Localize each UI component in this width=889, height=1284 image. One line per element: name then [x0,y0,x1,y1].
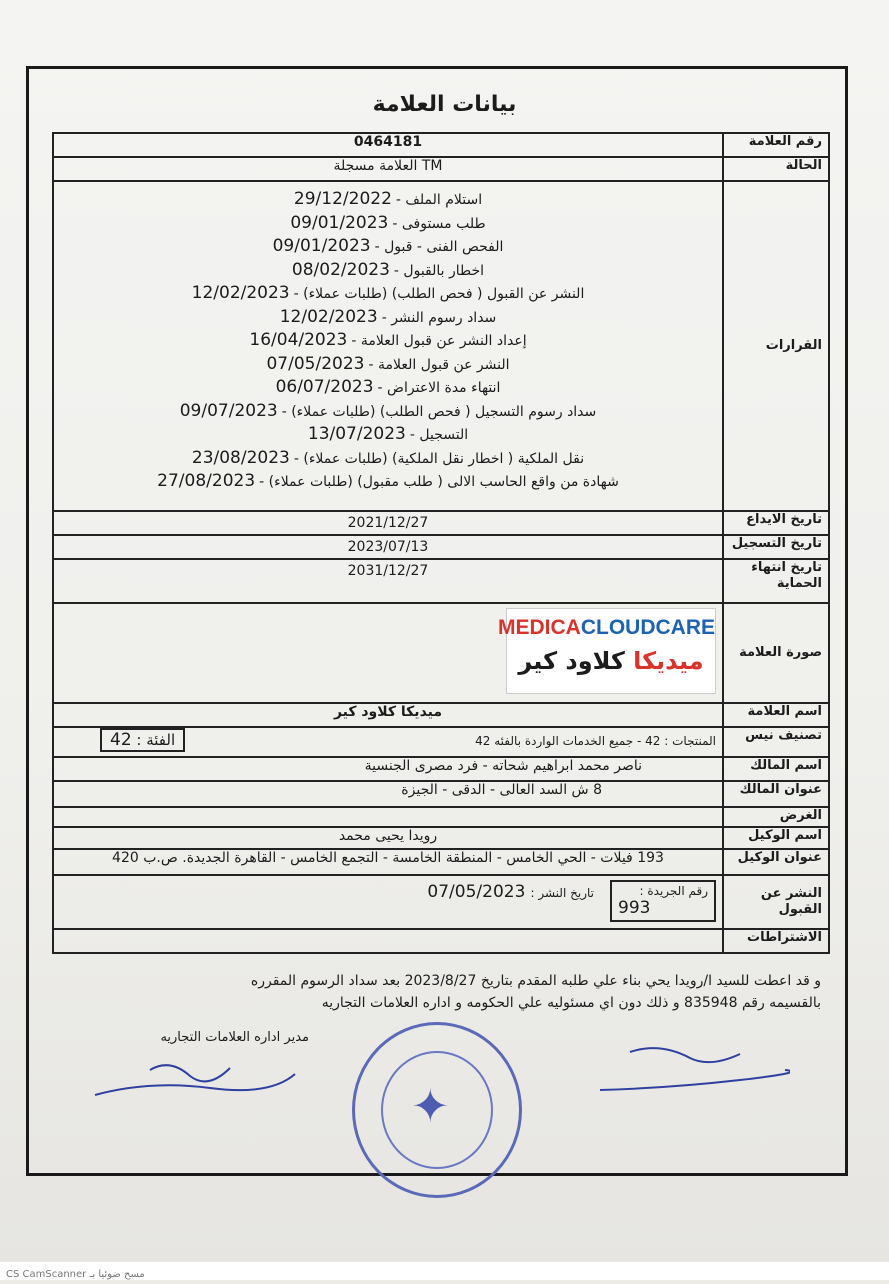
logo-english: MEDICACLOUDCARE [497,616,715,639]
nice-class-cell [53,727,723,757]
decision-date: 23/08/2023 [191,447,290,468]
decision-item [60,423,716,447]
logo-arabic: ميديكا كلاود كير [518,647,704,675]
mark-name-value: ميديكا كلاود كير [53,703,723,727]
decision-item [60,306,716,330]
decision-text: إعداد النشر عن قبول العلامة - [351,333,527,349]
owner-name-value: ناصر محمد ابراهيم شحاته - فرد مصرى الجنسية [53,757,723,781]
agent-name-label: اسم الوكيل [723,827,829,849]
decision-date: 27/08/2023 [157,471,256,491]
protection-end-value: 2031/12/27 [53,559,723,603]
eagle-emblem-icon: ✦ [411,1079,450,1133]
filing-date-label: تاريخ الايداع [723,511,829,535]
decision-date: 09/07/2023 [179,400,278,421]
decisions-label: القرارات [723,181,829,511]
mark-logo [497,608,716,694]
footer-statement: و قد اعطت للسيد ا/رويدا يحي بناء علي طلبه المقدم بتاريخ 2023/8/27 بعد سداد الرسوم المقرره بالقسيمه رقم 835948 و ذلك دون اي مسئوليه علي الحكومه و اداره العلامات التجاريه [250,973,821,1011]
decision-text: الفحص الفنى - قبول - [374,239,504,255]
decision-date: 09/01/2023 [290,212,389,233]
decision-date: 13/07/2023 [307,424,406,444]
decision-text: التسجيل - [409,427,469,443]
trademark-data-table [52,132,830,954]
decision-text: النشر عن القبول ( فحص الطلب) (طلبات عملاء) - [293,286,585,302]
decision-date: 08/02/2023 [291,259,390,280]
decision-item [60,212,716,236]
scanner-watermark: CS CamScanner مسح ضوئيا بـ [0,1262,889,1280]
decision-text: طلب مستوفى - [392,215,486,232]
decision-text: سداد رسوم النشر - [381,309,497,326]
decision-item [60,235,716,259]
decision-date: 06/07/2023 [275,377,374,397]
decision-item [60,376,716,400]
protection-end-label: تاريخ انتهاء الحماية [723,559,829,603]
decision-item [60,470,716,494]
decision-item [60,329,716,353]
purpose-value [53,807,723,827]
decision-item [60,353,716,377]
decision-date: 07/05/2023 [266,353,365,374]
status-value: TM العلامة مسجلة [53,157,723,181]
journal-box: رقم الجريدة : 993 [610,880,716,922]
owner-address-label: عنوان المالك [723,781,829,807]
page-title: بيانات العلامة [372,92,517,117]
owner-name-label: اسم المالك [723,757,829,781]
mark-image-label: صورة العلامة [723,603,829,703]
decision-date: 12/02/2023 [279,306,378,327]
agent-address-value: 193 فيلات - الحي الخامس - المنطقة الخامسة - التجمع الخامس - القاهرة الجديدة. ص.ب 420 [53,849,723,875]
publication-label: النشر عن القبول [723,875,829,929]
decision-text: استلام الملف - [395,192,483,208]
subscriptions-label: الاشتراطات [723,929,829,953]
decision-text: انتهاء مدة الاعتراض - [377,380,501,396]
purpose-label: الغرض [723,807,829,827]
publication-cell [53,875,723,929]
decision-text: سداد رسوم التسجيل ( فحص الطلب) (طلبات عملاء) - [281,403,597,420]
mark-image-cell [53,603,723,703]
decision-item [60,282,716,306]
status-label: الحالة [723,157,829,181]
decision-text: اخطار بالقبول - [393,262,485,279]
decision-date: 09/01/2023 [272,236,371,256]
decision-item [60,447,716,471]
registration-date-label: تاريخ التسجيل [723,535,829,559]
mark-name-label: اسم العلامة [723,703,829,727]
decision-text: نقل الملكية ( اخطار نقل الملكية) (طلبات عملاء) - [293,450,585,467]
decision-item [60,188,716,212]
registration-date-value: 2023/07/13 [53,535,723,559]
decision-text: النشر عن قبول العلامة - [368,356,510,373]
signature-right [590,1040,790,1105]
nice-products: المنتجات : 42 - جميع الخدمات الواردة بالفئه 42 [475,734,716,748]
mark-number-value: 0464181 [53,133,723,157]
nice-class-label: تصنيف نيس [723,727,829,757]
filing-date-value: 2021/12/27 [53,511,723,535]
owner-address-value: 8 ش السد العالى - الدقى - الجيزة [53,781,723,807]
publication-date: تاريخ النشر : 07/05/2023 [427,882,594,902]
agent-address-label: عنوان الوكيل [723,849,829,875]
decision-date: 12/02/2023 [191,283,290,303]
manager-title: مدير اداره العلامات التجاريه [160,1030,309,1045]
decision-item [60,400,716,424]
mark-number-label: رقم العلامة [723,133,829,157]
decision-date: 16/04/2023 [249,330,348,350]
nice-class-box: الفئة : 42 [100,728,185,752]
decision-text: شهادة من واقع الحاسب الالى ( طلب مقبول) (طلبات عملاء) - [259,474,619,490]
official-seal-stamp [352,1022,522,1198]
signature-left [90,1050,300,1115]
agent-name-value: رويدا يحيى محمد [53,827,723,849]
decision-item [60,259,716,283]
decisions-list [53,181,723,511]
subscriptions-value [53,929,723,953]
decision-date: 29/12/2022 [293,189,392,209]
